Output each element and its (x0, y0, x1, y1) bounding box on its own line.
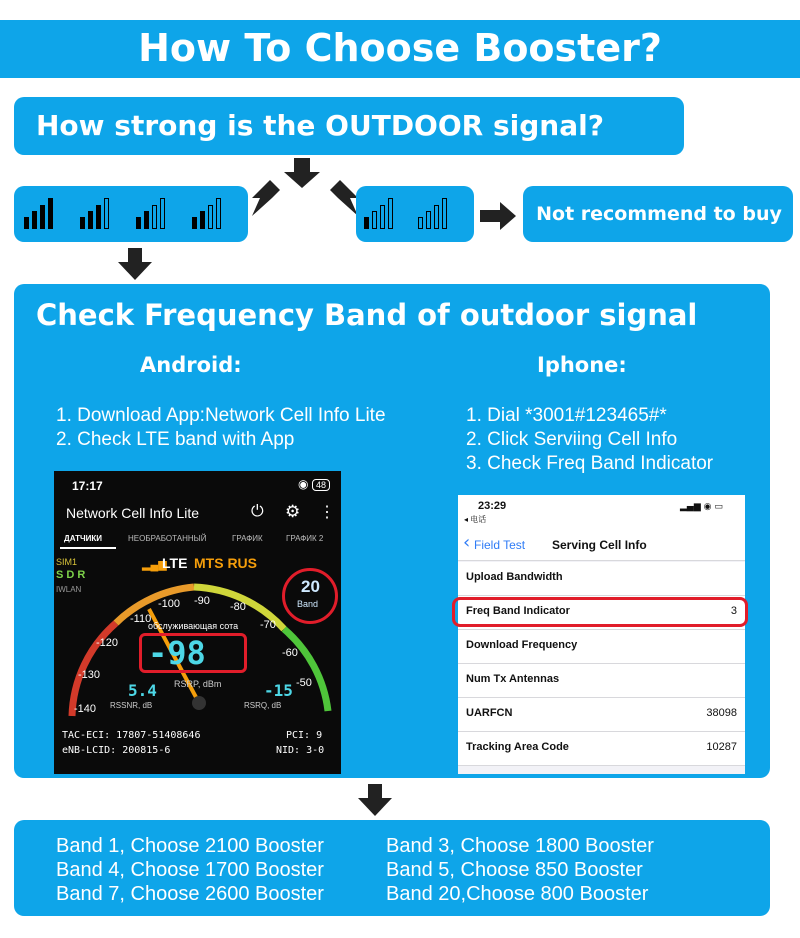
signal-full-icon (24, 198, 53, 229)
pci-value: PCI: 9 (286, 730, 323, 741)
row-label: Tracking Area Code (466, 741, 569, 753)
android-step-1: 1. Download App:Network Cell Info Lite (56, 405, 386, 426)
right-arrow-icon (480, 202, 516, 230)
gauge-tick-60: -60 (282, 647, 298, 659)
page-title: How To Choose Booster? (138, 26, 662, 70)
cell-info-row[interactable] (458, 698, 745, 732)
band-row: Band 1, Choose 2100 Booster (56, 835, 324, 857)
iphone-time: 23:29 (478, 500, 507, 512)
lte-signal-icon: ▂▄▆ (142, 559, 167, 571)
gauge-tick-70: -70 (260, 619, 276, 631)
signal-one-bar-icon (364, 198, 393, 229)
band-row: Band 3, Choose 1800 Booster (386, 835, 654, 857)
down-arrow-icon (118, 248, 152, 280)
battery-icon: 48 (312, 479, 330, 491)
sim-label: SIM1 (56, 557, 78, 567)
android-time: 17:17 (72, 479, 103, 493)
android-step-2: 2. Check LTE band with App (56, 429, 295, 450)
android-heading: Android: (140, 353, 242, 377)
enb-lcid: eNB-LCID: 200815-6 (62, 745, 171, 756)
iphone-step-1: 1. Dial *3001#123465#* (466, 405, 667, 426)
gauge-tick-140: -140 (74, 703, 97, 715)
android-screenshot (54, 471, 341, 774)
band-row: Band 4, Choose 1700 Booster (56, 859, 324, 881)
cell-info-row[interactable] (458, 630, 745, 664)
more-icon[interactable]: ⋮ (319, 504, 335, 521)
rsrp-value: -98 (148, 634, 206, 672)
gauge-tick-110: -110 (130, 613, 152, 625)
power-icon[interactable]: ⏻ (251, 503, 264, 520)
rssnr-label: RSSNR, dB (110, 701, 153, 710)
freq-band-highlight-box (452, 597, 748, 627)
rssnr-value: 5.4 (128, 681, 157, 700)
iphone-nav-title: Serving Cell Info (552, 538, 647, 552)
rsrq-value: -15 (264, 681, 293, 700)
check-frequency-title: Check Frequency Band of outdoor signal (36, 298, 698, 332)
wifi-icon: ◉ (298, 477, 309, 491)
rsrp-label: RSRP, dBm (174, 679, 222, 689)
band-row: Band 7, Choose 2600 Booster (56, 883, 324, 905)
iphone-carrier[interactable]: ◂ 电话 (464, 515, 487, 524)
gear-icon[interactable]: ⚙ (285, 502, 301, 521)
gauge-tick-90: -90 (194, 595, 210, 607)
iphone-heading: Iphone: (537, 353, 627, 377)
lte-label: LTE (162, 555, 188, 571)
band-row: Band 20,Choose 800 Booster (386, 883, 649, 905)
row-value: 38098 (706, 707, 737, 719)
gauge-tick-130: -130 (78, 669, 101, 681)
sdr-label: S D R (56, 569, 86, 581)
operator-label: MTS RUS (194, 555, 257, 571)
cell-info-row[interactable] (458, 562, 745, 596)
serving-cell-label: обслуживающая сота (148, 621, 239, 631)
gauge-tick-80: -80 (230, 601, 246, 613)
row-label: UARFCN (466, 707, 513, 719)
signal-two-bars-icon-b (192, 198, 221, 229)
gauge-tick-120: -120 (96, 637, 119, 649)
signal-two-bars-icon (136, 198, 165, 229)
app-title: Network Cell Info Lite (66, 505, 200, 521)
branch-arrows (250, 158, 360, 220)
down-arrow-icon-2 (358, 784, 392, 816)
back-chevron-icon[interactable]: ‹ (463, 532, 471, 553)
iphone-status-icons: ▂▄▆ ◉ ▭ (680, 502, 723, 512)
tac-eci: TAC-ECI: 17807-51408646 (62, 730, 201, 741)
tab-sensors[interactable]: ДАТЧИКИ (64, 534, 102, 543)
back-button[interactable]: Field Test (474, 538, 526, 552)
row-label: Download Frequency (466, 639, 578, 651)
band-row: Band 5, Choose 850 Booster (386, 859, 643, 881)
nid-value: NID: 3-0 (276, 745, 325, 756)
cell-info-row[interactable] (458, 732, 745, 766)
cell-info-row[interactable] (458, 664, 745, 698)
tab-graph[interactable]: ГРАФИК (232, 534, 263, 543)
question-text: How strong is the OUTDOOR signal? (36, 109, 604, 142)
row-label: Freq Band Indicator (466, 605, 570, 617)
iphone-screenshot (458, 495, 745, 774)
tab-graph-2[interactable]: ГРАФИК 2 (286, 534, 324, 543)
rsrq-label: RSRQ, dB (244, 701, 282, 710)
row-value: 3 (730, 605, 737, 617)
iwlan-label: IWLAN (56, 585, 82, 594)
band-label: Band (297, 599, 319, 609)
iphone-step-2: 2. Click Serviing Cell Info (466, 429, 678, 450)
signal-no-bars-icon (418, 198, 447, 229)
row-label: Num Tx Antennas (466, 673, 560, 685)
band-value: 20 (301, 577, 320, 596)
row-value: 10287 (706, 741, 737, 753)
tab-indicator (60, 547, 116, 549)
iphone-step-3: 3. Check Freq Band Indicator (466, 453, 714, 474)
gauge-tick-50: -50 (296, 677, 312, 689)
row-label: Upload Bandwidth (466, 571, 563, 583)
not-recommend-text: Not recommend to buy (536, 203, 782, 225)
gauge-tick-100: -100 (158, 598, 181, 610)
signal-three-bars-icon (80, 198, 109, 229)
tab-raw[interactable]: НЕОБРАБОТАННЫЙ (128, 534, 207, 543)
